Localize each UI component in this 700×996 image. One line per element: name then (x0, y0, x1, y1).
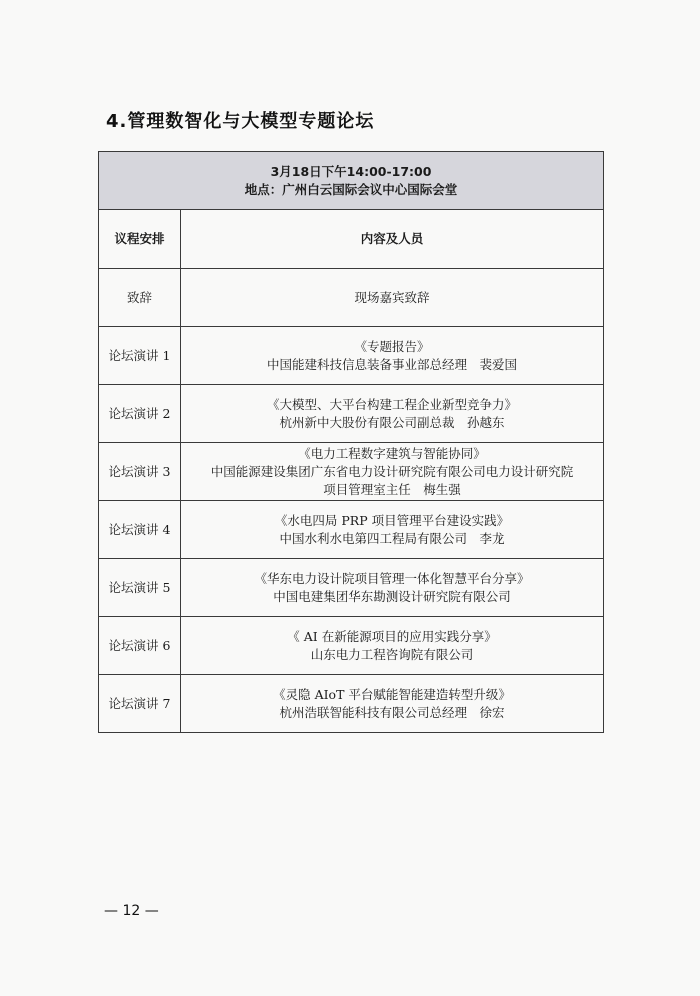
content-cell (181, 501, 604, 559)
agenda-item-cell: 论坛演讲 3 (99, 443, 181, 501)
table-row (99, 675, 604, 733)
column-header-content: 内容及人员 (181, 210, 604, 269)
agenda-item-cell: 论坛演讲 1 (99, 327, 181, 385)
content-line: 《大模型、大平台构建工程企业新型竞争力》 (267, 396, 518, 412)
content-line: 现场嘉宾致辞 (354, 289, 430, 305)
agenda-item-cell: 论坛演讲 4 (99, 501, 181, 559)
column-header-row (99, 210, 604, 269)
table-header-row (99, 152, 604, 210)
session-time: 3月18日下午14:00-17:00 (270, 163, 432, 179)
table-row (99, 501, 604, 559)
agenda-item-cell: 论坛演讲 6 (99, 617, 181, 675)
content-cell (181, 269, 604, 327)
content-cell (181, 443, 604, 501)
content-line: 杭州新中大股份有限公司副总裁 孙越东 (279, 414, 505, 430)
content-cell (181, 617, 604, 675)
content-cell (181, 675, 604, 733)
session-info-cell (99, 152, 604, 210)
content-line: 《灵隐 AIoT 平台赋能智能建造转型升级》 (273, 686, 511, 702)
content-line: 《华东电力设计院项目管理一体化智慧平台分享》 (254, 570, 530, 586)
content-cell (181, 385, 604, 443)
content-line: 《 AI 在新能源项目的应用实践分享》 (287, 628, 497, 644)
table-row (99, 327, 604, 385)
agenda-item-cell: 致辞 (99, 269, 181, 327)
table-row (99, 385, 604, 443)
column-header-agenda: 议程安排 (99, 210, 181, 269)
table-row (99, 559, 604, 617)
table-row (99, 443, 604, 501)
content-line: 《水电四局 PRP 项目管理平台建设实践》 (274, 512, 510, 528)
agenda-table (98, 151, 604, 733)
agenda-item-cell: 论坛演讲 2 (99, 385, 181, 443)
content-line: 中国能源建设集团广东省电力设计研究院有限公司电力设计研究院 (210, 463, 574, 479)
content-cell (181, 559, 604, 617)
content-line: 山东电力工程咨询院有限公司 (310, 646, 474, 662)
table-row (99, 617, 604, 675)
session-location: 地点：广州白云国际会议中心国际会堂 (244, 181, 458, 197)
content-cell (181, 327, 604, 385)
content-line: 杭州浩联智能科技有限公司总经理 徐宏 (279, 704, 505, 720)
content-line: 《专题报告》 (354, 338, 430, 354)
section-title: 4.管理数智化与大模型专题论坛 (106, 111, 375, 132)
content-line: 《电力工程数字建筑与智能协同》 (298, 445, 486, 461)
agenda-item-cell: 论坛演讲 5 (99, 559, 181, 617)
content-line: 中国水利水电第四工程局有限公司 李龙 (279, 530, 505, 546)
content-line: 项目管理室主任 梅生强 (323, 481, 461, 497)
content-line: 中国能建科技信息装备事业部总经理 裴爱国 (267, 356, 518, 372)
page-number: — 12 — (104, 903, 159, 919)
content-line: 中国电建集团华东勘测设计研究院有限公司 (273, 588, 511, 604)
agenda-item-cell: 论坛演讲 7 (99, 675, 181, 733)
table-row (99, 269, 604, 327)
